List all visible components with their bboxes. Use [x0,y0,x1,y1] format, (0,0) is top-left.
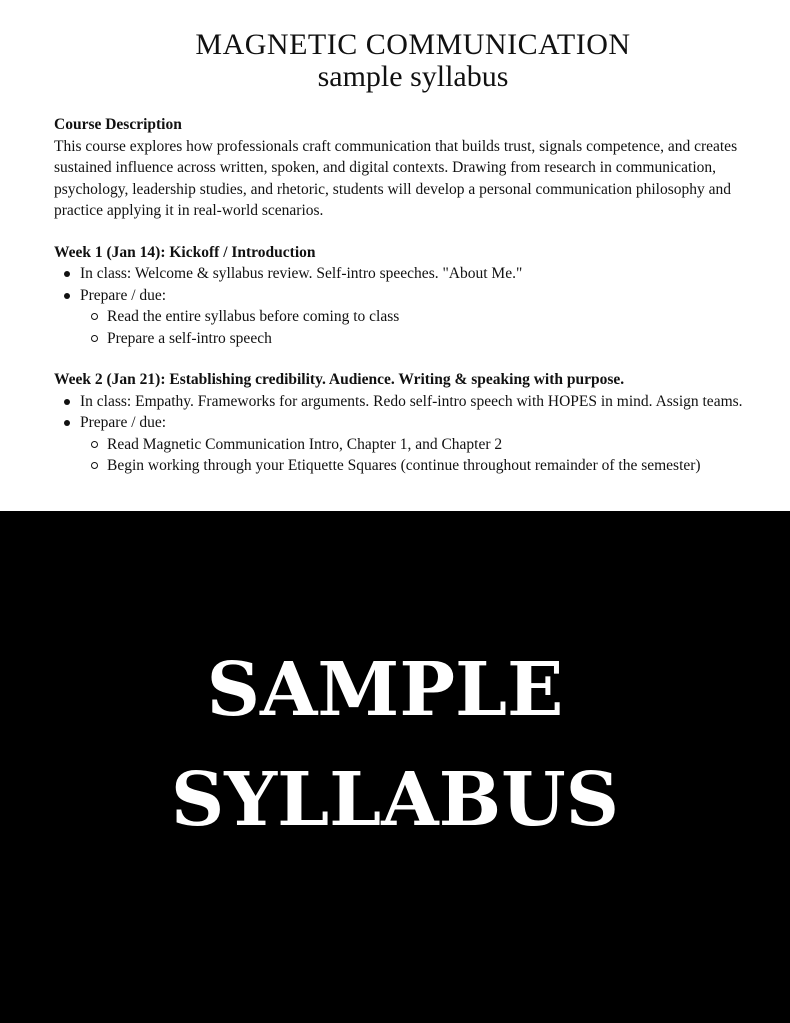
week-1-section [54,242,754,350]
list-item [80,412,754,477]
week-2-prepare-label: Prepare / due: [80,414,167,431]
bullet-icon [64,399,70,405]
sample-overlay [0,511,790,1023]
watermark-line-1: SAMPLE [206,647,564,733]
week-1-in-class: In class: Welcome & syllabus review. Self-intro speeches. "About Me." [80,265,523,282]
week-2-list [54,391,754,477]
hollow-bullet-icon [91,462,98,469]
week-2-section [54,369,754,477]
week-1-prepare-item: Read the entire syllabus before coming to class [107,308,400,325]
week-1-prepare-list [80,306,754,349]
week-2-prepare-list [80,434,754,477]
week-2-prepare-item: Begin working through your Etiquette Squares (continue throughout remainder of the semester) [107,457,701,474]
week-2-prepare-item: Read Magnetic Communication Intro, Chapter 1, and Chapter 2 [107,435,503,453]
week-1-list [54,263,754,349]
week-1-heading: Week 1 (Jan 14): Kickoff / Introduction [54,243,316,261]
list-item [107,455,754,477]
list-item [80,263,754,285]
list-item [107,434,754,456]
bullet-icon [64,420,70,426]
hollow-bullet-icon [91,313,98,320]
bullet-icon [64,271,70,277]
list-item [80,285,754,350]
sample-watermark [0,635,790,855]
syllabus-page [0,0,790,511]
week-1-prepare-label: Prepare / due: [80,286,167,304]
syllabus-content [54,114,754,477]
hollow-bullet-icon [91,441,98,448]
course-description-text: This course explores how professionals craft communication that builds trust, signals competence, and creates sustained influence across written, spoken, and digital contexts. Drawing from research in communication, psychology, leadership studies, and rhetoric, students will develop a personal communication philosophy and practice applying it in real-world scenarios. [54,137,738,219]
list-item [107,328,754,350]
title-block [0,28,790,92]
list-item [107,306,754,328]
week-1-prepare-item: Prepare a self-intro speech [107,329,272,347]
page-title: MAGNETIC COMMUNICATION [195,28,631,61]
bullet-icon [64,293,70,299]
page-subtitle: sample syllabus [317,60,509,93]
hollow-bullet-icon [91,335,98,342]
course-description-heading: Course Description [54,116,182,133]
watermark-line-2: SYLLABUS [170,757,620,843]
week-2-in-class: In class: Empathy. Frameworks for arguments. Redo self-intro speech with HOPES in mind. Assign teams. [80,392,743,410]
list-item [80,391,754,413]
week-2-heading: Week 2 (Jan 21): Establishing credibility. Audience. Writing & speaking with purpose. [54,371,625,388]
